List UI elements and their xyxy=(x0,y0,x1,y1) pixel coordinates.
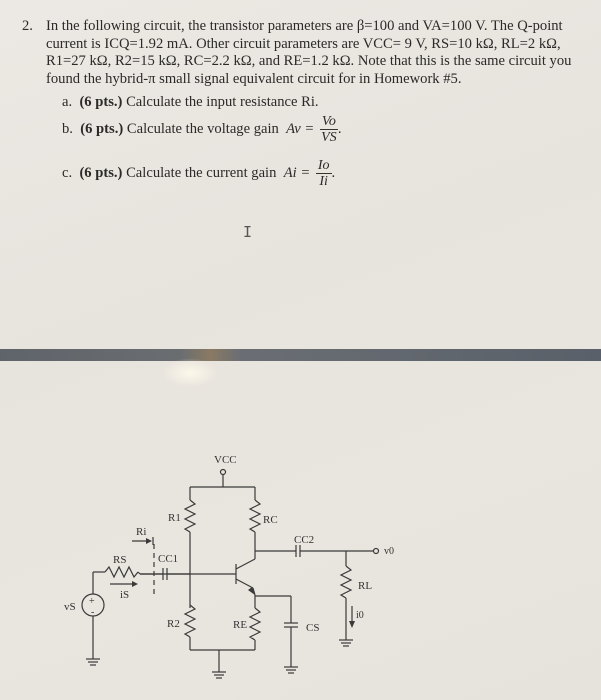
label-is: iS xyxy=(120,589,130,601)
label-vo: v0 xyxy=(384,546,394,557)
part-text: Calculate the input resistance Ri. xyxy=(126,94,319,110)
part-text: Calculate the current gain xyxy=(126,164,277,181)
fraction-denominator: VS xyxy=(321,130,337,145)
part-letter: b. xyxy=(62,120,73,137)
part-text: Calculate the voltage gain xyxy=(126,120,279,137)
label-ri: Ri xyxy=(136,526,147,538)
part-points: (6 pts.) xyxy=(79,94,123,110)
label-plus: + xyxy=(89,596,95,607)
label-re: RE xyxy=(233,619,248,631)
part-letter: a. xyxy=(62,94,73,110)
label-minus: - xyxy=(91,607,95,618)
problem-number: 2. xyxy=(22,18,33,34)
label-cc1: CC1 xyxy=(158,553,179,565)
part-letter: c. xyxy=(62,164,73,181)
label-r2: R2 xyxy=(167,618,180,630)
problem-line-4: found the hybrid-π small signal equivalent circuit for in Homework #5. xyxy=(46,70,462,87)
label-cs: CS xyxy=(306,622,320,634)
label-rs: RS xyxy=(113,554,127,566)
part-b: b. (6 pts.) Calculate the voltage gain Av = $\frac{Vo}{VS}$ . xyxy=(62,114,342,145)
label-io: i0 xyxy=(356,610,364,621)
formula-lhs: Ai = xyxy=(283,164,311,181)
text-cursor-icon: I xyxy=(243,223,253,241)
part-points: (6 pts.) xyxy=(80,120,124,137)
label-vs: vS xyxy=(64,601,76,613)
fraction-numerator: Io xyxy=(317,158,330,173)
formula-lhs: Av = xyxy=(286,120,315,137)
label-vcc: VCC xyxy=(214,454,237,466)
fraction-denominator: Ii xyxy=(319,174,328,189)
problem-line-3: R1=27 kΩ, R2=15 kΩ, RC=2.2 kΩ, and RE=1.2 kΩ. Note that this is the same circuit you xyxy=(46,53,572,70)
part-points: (6 pts.) xyxy=(79,164,123,181)
problem-line-1: In the following circuit, the transistor parameters are β=100 and VA=100 V. The Q-point xyxy=(46,18,563,34)
part-c: c. (6 pts.) Calculate the current gain Ai = $\frac{Io}{Ii}$ . xyxy=(62,158,336,189)
label-rl: RL xyxy=(358,580,373,592)
label-cc2: CC2 xyxy=(294,534,315,546)
label-r1: R1 xyxy=(168,512,181,524)
problem-line-2: current is ICQ=1.92 mA. Other circuit parameters are VCC= 9 V, RS=10 kΩ, RL=2 kΩ, xyxy=(46,35,561,52)
fraction-numerator: Vo xyxy=(321,114,336,129)
label-rc: RC xyxy=(263,514,278,526)
